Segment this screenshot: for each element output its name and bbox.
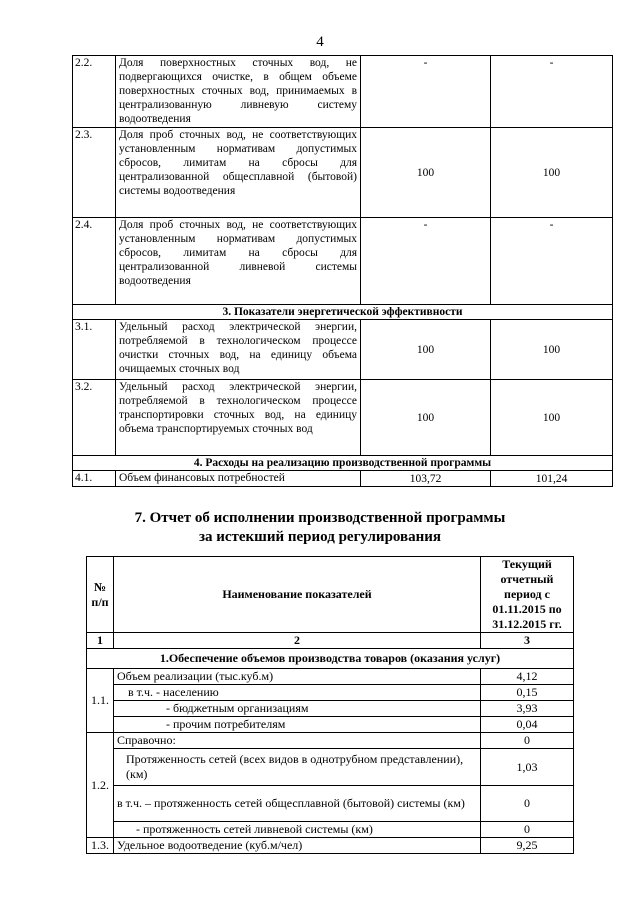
row-number: 3.1.: [73, 320, 116, 380]
row-description: Удельный расход электрической энергии, потребляемой в технологическом процессе очистки сточных вод, на единицу объема очищаемых сточных вод: [116, 320, 361, 380]
table-row: [87, 822, 574, 838]
column-number: 1: [87, 633, 114, 649]
row-value: 3,93: [481, 701, 574, 717]
row-value-2: 101,24: [491, 471, 613, 487]
row-value: 0: [481, 733, 574, 749]
row-value-2: 100: [491, 320, 613, 380]
row-number: 3.2.: [73, 380, 116, 456]
header-name: Наименование показателей: [114, 557, 481, 633]
table-row: [73, 218, 613, 305]
row-value-2: -: [491, 56, 613, 128]
row-value-1: -: [361, 218, 491, 305]
row-value: 0,15: [481, 685, 574, 701]
row-value-1: 100: [361, 380, 491, 456]
row-description: Доля проб сточных вод, не соответствующих установленным нормативам допустимых сбросов, лимитам на сбросы для централизованной ливневой системы водоотведения: [116, 218, 361, 305]
table-row: [87, 717, 574, 733]
row-description: Доля проб сточных вод, не соответствующих установленным нормативам допустимых сбросов, лимитам на сбросы для централизованной общесплавной (бытовой) системы водоотведения: [116, 128, 361, 218]
section-title: 3. Показатели энергетической эффективности: [73, 305, 613, 320]
row-value-1: -: [361, 56, 491, 128]
row-value: 0: [481, 822, 574, 838]
table-row: [87, 733, 574, 749]
row-value: 4,12: [481, 669, 574, 685]
column-number: 2: [114, 633, 481, 649]
header-period: Текущий отчетный период с 01.11.2015 по 31.12.2015 гг.: [481, 557, 574, 633]
indicators-table: [72, 55, 613, 487]
section-title: 4. Расходы на реализацию производственной программы: [73, 456, 613, 471]
row-number: 1.1.: [87, 669, 114, 733]
table-row: [87, 701, 574, 717]
table-row: [87, 749, 574, 786]
row-number: 1.2.: [87, 733, 114, 838]
row-number: 2.2.: [73, 56, 116, 128]
row-value: 1,03: [481, 749, 574, 786]
row-label: в т.ч. - населению: [114, 685, 481, 701]
table-row: [87, 838, 574, 854]
row-value: 0,04: [481, 717, 574, 733]
section-row: [87, 649, 574, 669]
table-row: [87, 786, 574, 822]
row-number: 2.4.: [73, 218, 116, 305]
report-title: 7. Отчет об исполнении производственной программы: [134, 510, 506, 526]
row-description: Удельный расход электрической энергии, потребляемой в технологическом процессе транспортировки сточных вод, на единицу объема транспортируемых сточных вод: [116, 380, 361, 456]
page-number: 4: [316, 34, 324, 50]
row-number: 4.1.: [73, 471, 116, 487]
table-row: [73, 471, 613, 487]
row-value-2: 100: [491, 128, 613, 218]
table-row: [73, 56, 613, 128]
table-row: [73, 380, 613, 456]
row-value-1: 100: [361, 128, 491, 218]
header-number: № п/п: [87, 557, 114, 633]
section-title: 1.Обеспечение объемов производства товаров (оказания услуг): [87, 649, 574, 669]
header-row: [87, 557, 574, 633]
table-row: [73, 128, 613, 218]
row-value-1: 103,72: [361, 471, 491, 487]
row-label: в т.ч. – протяженность сетей общесплавной (бытовой) системы (км): [114, 786, 481, 822]
section-row: [73, 305, 613, 320]
row-value-2: 100: [491, 380, 613, 456]
report-table: [86, 556, 574, 854]
row-number: 2.3.: [73, 128, 116, 218]
row-label: Протяженность сетей (всех видов в однотрубном представлении), (км): [114, 749, 481, 786]
section-row: [73, 456, 613, 471]
row-label: - бюджетным организациям: [114, 701, 481, 717]
row-number: 1.3.: [87, 838, 114, 854]
report-subtitle: за истекший период регулирования: [198, 529, 442, 545]
row-value: 0: [481, 786, 574, 822]
table-row: [73, 320, 613, 380]
row-value: 9,25: [481, 838, 574, 854]
row-description: Доля поверхностных сточных вод, не подвергающихся очистке, в общем объеме поверхностных сточных вод, принимаемых в централизованную ливневую систему водоотведения: [116, 56, 361, 128]
row-label: - прочим потребителям: [114, 717, 481, 733]
table-row: [87, 685, 574, 701]
row-label: Объем реализации (тыс.куб.м): [114, 669, 481, 685]
column-number: 3: [481, 633, 574, 649]
row-value-2: -: [491, 218, 613, 305]
row-description: Объем финансовых потребностей: [116, 471, 361, 487]
column-numbers-row: [87, 633, 574, 649]
row-value-1: 100: [361, 320, 491, 380]
table-row: [87, 669, 574, 685]
row-label: Удельное водоотведение (куб.м/чел): [114, 838, 481, 854]
row-label: Справочно:: [114, 733, 481, 749]
row-label: - протяженность сетей ливневой системы (км): [114, 822, 481, 838]
